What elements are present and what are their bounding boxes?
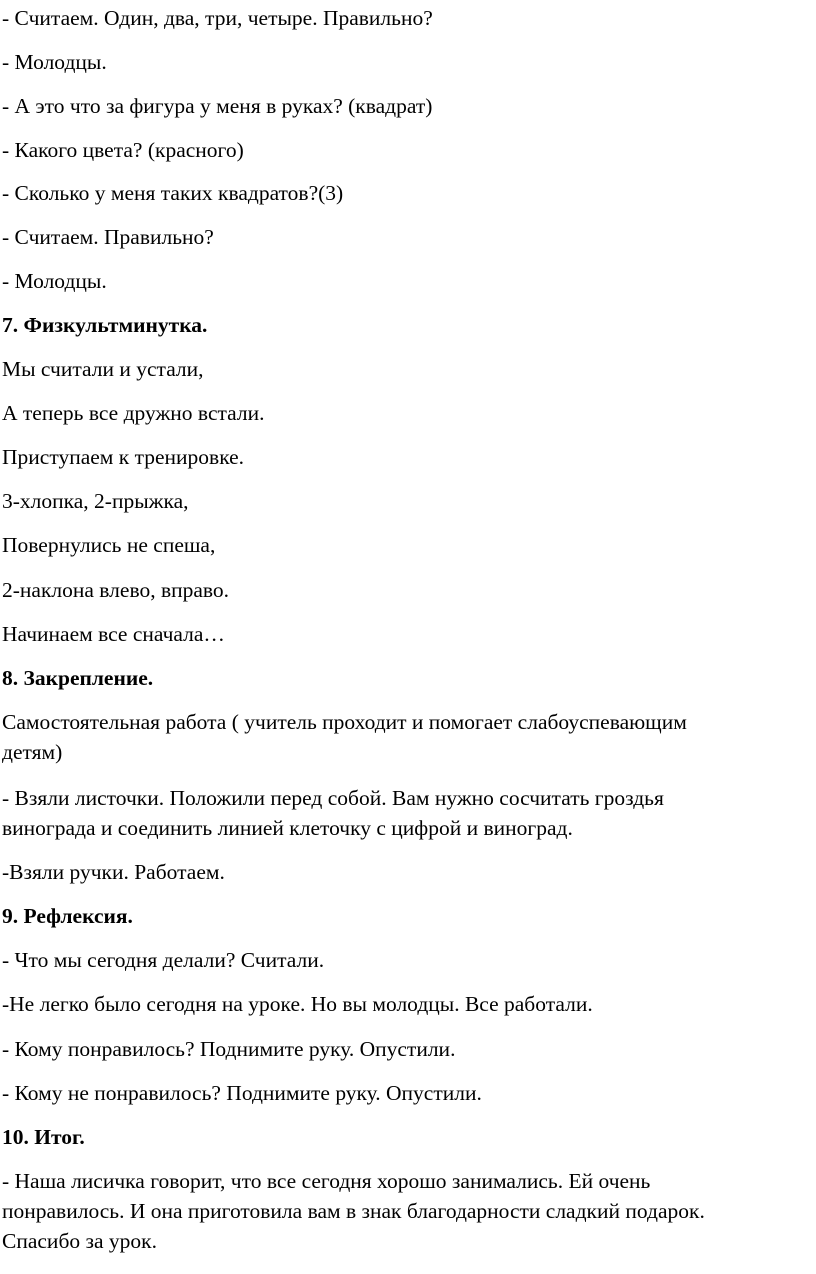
text-line: Повернулись не спеша, — [2, 533, 216, 557]
text-line: - Наша лисичка говорит, что все сегодня хорошо занимались. Ей очень — [2, 1169, 651, 1193]
section-heading: 9. Рефлексия. — [2, 904, 133, 928]
text-line: - Кому не понравилось? Поднимите руку. Опустили. — [2, 1081, 482, 1105]
text-line: винограда и соединить линией клеточку с цифрой и виноград. — [2, 816, 573, 840]
section-heading: 7. Физкультминутка. — [2, 313, 208, 337]
text-line: 3-хлопка, 2-прыжка, — [2, 489, 189, 513]
text-line: Приступаем к тренировке. — [2, 445, 245, 469]
text-line: -Не легко было сегодня на уроке. Но вы молодцы. Все работали. — [2, 992, 593, 1016]
text-line: А теперь все дружно встали. — [2, 401, 265, 425]
text-line: 2-наклона влево, вправо. — [2, 578, 230, 602]
text-line: - А это что за фигура у меня в руках? (квадрат) — [2, 94, 433, 118]
section-heading: 10. Итог. — [2, 1125, 85, 1149]
text-line: понравилось. И она приготовила вам в знак благодарности сладкий подарок. — [2, 1199, 705, 1223]
text-line: - Считаем. Один, два, три, четыре. Правильно? — [2, 6, 433, 30]
text-line: Начинаем все сначала… — [2, 622, 225, 646]
text-line: Самостоятельная работа ( учитель проходит и помогает слабоуспевающим — [2, 710, 687, 734]
text-line: - Сколько у меня таких квадратов?(3) — [2, 181, 344, 205]
text-line: Спасибо за урок. — [2, 1229, 157, 1253]
text-line: - Молодцы. — [2, 269, 107, 293]
text-line: -Взяли ручки. Работаем. — [2, 860, 225, 884]
text-line: - Какого цвета? (красного) — [2, 138, 244, 162]
section-heading: 8. Закрепление. — [2, 666, 154, 690]
text-line: - Взяли листочки. Положили перед собой. Вам нужно сосчитать гроздья — [2, 786, 664, 810]
text-line: - Кому понравилось? Поднимите руку. Опустили. — [2, 1037, 456, 1061]
text-line: Мы считали и устали, — [2, 357, 204, 381]
text-line: - Что мы сегодня делали? Считали. — [2, 948, 325, 972]
text-line: детям) — [2, 740, 63, 764]
text-line: - Молодцы. — [2, 50, 107, 74]
text-line: - Считаем. Правильно? — [2, 225, 214, 249]
